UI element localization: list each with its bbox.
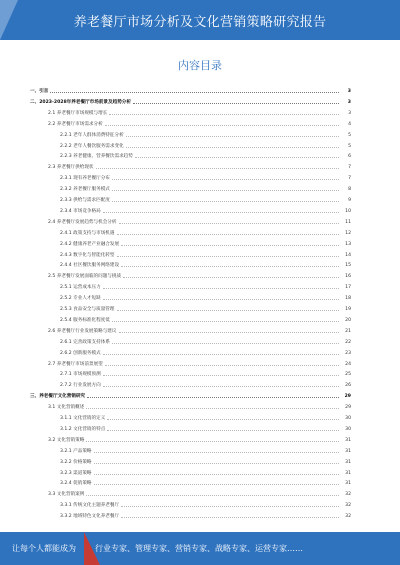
toc-entry[interactable] xyxy=(30,513,351,520)
toc-entry[interactable] xyxy=(30,393,351,400)
toc-entry-text: 2.3.1 现有养老餐厅分布 xyxy=(60,176,110,182)
toc-entry-text: 3.2.4 促销策略 xyxy=(60,481,92,487)
toc-leader-dots xyxy=(103,386,339,387)
toc-entry-page: 30 xyxy=(345,416,351,421)
toc-entry-text: 2.3 养老餐厅供给现状 xyxy=(48,165,94,171)
footer-slogan: 让每个人都能成为 xyxy=(12,544,76,553)
toc-entry-text: 2.7 养老餐厅市场前景展望 xyxy=(48,361,103,367)
toc-entry-text: 3.3.1 传统文化主题养老餐厅 xyxy=(60,503,120,509)
toc-entry-text: 3.1 文化营销概述 xyxy=(48,405,85,411)
toc-leader-dots xyxy=(121,266,339,267)
toc-entry-page: 31 xyxy=(345,459,351,465)
toc-leader-dots xyxy=(123,277,339,278)
toc-entry-page: 21 xyxy=(345,328,351,334)
toc-leader-dots xyxy=(112,201,339,202)
toc-leader-dots xyxy=(112,343,339,344)
toc-entry[interactable] xyxy=(30,284,351,291)
toc-leader-dots xyxy=(126,136,339,137)
toc-entry[interactable] xyxy=(30,295,351,302)
toc-leader-dots xyxy=(94,452,339,453)
toc-entry-text: 2.6 养老餐厅行业发展策略与建议 xyxy=(48,328,117,334)
toc-leader-dots xyxy=(121,245,339,246)
toc-entry-page: 15 xyxy=(345,263,351,269)
toc-entry[interactable] xyxy=(30,382,351,389)
toc-entry-text: 2.2.3 养老健康、营养餐饮需求趋势 xyxy=(60,154,133,160)
toc-leader-dots xyxy=(121,506,339,507)
toc-entry-text: 2.5 养老餐厅发展面临的问题与挑战 xyxy=(48,274,122,280)
toc-entry-text: 2.6.2 创新服务模式 xyxy=(60,350,101,356)
toc-leader-dots xyxy=(103,375,339,376)
toc-entry[interactable] xyxy=(30,448,351,455)
toc-entry[interactable] xyxy=(30,339,351,346)
toc-entry-text: 2.5.1 运营成本压力 xyxy=(60,285,101,291)
toc-entry[interactable] xyxy=(30,273,351,280)
toc-entry-text: 2.5.4 服务标准化程度低 xyxy=(60,317,110,323)
toc-entry-page: 30 xyxy=(345,426,351,432)
toc-entry-text: 2.3.4 市场竞争格局 xyxy=(60,208,101,214)
toc-entry-page: 11 xyxy=(345,219,351,225)
toc-leader-dots xyxy=(86,441,339,442)
toc-entry-page: 24 xyxy=(345,361,351,367)
toc-entry[interactable] xyxy=(30,437,351,444)
toc-entry-page: 12 xyxy=(345,230,351,236)
toc-entry[interactable] xyxy=(30,230,351,237)
toc-entry-page: 3 xyxy=(348,110,351,116)
toc-leader-dots xyxy=(103,288,339,289)
toc-entry[interactable] xyxy=(30,361,351,368)
toc-entry-page: 29 xyxy=(345,405,351,411)
table-of-contents xyxy=(30,88,351,528)
toc-entry[interactable] xyxy=(30,350,351,357)
toc-leader-dots xyxy=(121,517,339,518)
toc-leader-dots xyxy=(117,310,340,311)
toc-leader-dots xyxy=(103,212,339,213)
toc-entry-page: 4 xyxy=(348,121,351,127)
toc-entry[interactable] xyxy=(30,491,351,498)
toc-leader-dots xyxy=(105,125,339,126)
toc-entry-page: 31 xyxy=(345,481,351,487)
toc-leader-dots xyxy=(112,179,339,180)
toc-leader-dots xyxy=(126,147,339,148)
toc-entry-page: 32 xyxy=(345,492,351,498)
toc-entry-text: 2.4.1 政策支持与市场机遇 xyxy=(60,230,115,236)
toc-entry-text: 2.4 养老餐厅发展趋势与机会分析 xyxy=(48,219,117,225)
toc-entry-text: 2.5.2 专业人才短缺 xyxy=(60,296,101,302)
toc-leader-dots xyxy=(112,321,339,322)
toc-entry-page: 29 xyxy=(344,394,351,400)
toc-entry-text: 3.1.1 文化营销的定义 xyxy=(60,416,106,421)
toc-entry[interactable] xyxy=(30,502,351,509)
footer-tagline: 行业专家、管理专家、营销专家、战略专家、运营专家…… xyxy=(95,544,303,553)
toc-entry-page: 8 xyxy=(348,187,351,193)
toc-entry[interactable] xyxy=(30,186,351,193)
toc-leader-dots xyxy=(112,190,339,191)
report-title: 养老餐厅市场分析及文化营销策略研究报告 xyxy=(73,15,327,30)
toc-entry-text: 2.4.2 健康养老产业融合发展 xyxy=(60,241,120,247)
toc-entry-text: 2.5.3 食品安全与质量管理 xyxy=(60,307,115,312)
toc-entry[interactable] xyxy=(30,328,351,335)
toc-entry-page: 6 xyxy=(348,154,351,160)
toc-leader-dots xyxy=(105,365,339,366)
toc-entry[interactable] xyxy=(30,143,351,150)
toc-leader-dots xyxy=(87,397,339,398)
toc-leader-dots xyxy=(50,92,339,93)
toc-entry-page: 3 xyxy=(347,99,351,105)
toc-entry-text: 2.2.2 老年人餐饮服务需求变化 xyxy=(60,143,124,149)
toc-entry-text: 3.2 文化营销策略 xyxy=(48,437,85,443)
toc-entry[interactable] xyxy=(30,262,351,269)
toc-entry[interactable] xyxy=(30,197,351,204)
toc-entry-text: 2.6.1 完善政策支持体系 xyxy=(60,339,110,345)
toc-entry-text: 二、2023-2028年养老餐厅市场前景及趋势分析 xyxy=(30,99,131,105)
toc-entry-page: 32 xyxy=(345,503,351,509)
toc-leader-dots xyxy=(133,103,339,104)
toc-entry-text: 3.2.3 渠道策略 xyxy=(60,470,92,476)
toc-leader-dots xyxy=(107,430,339,431)
toc-entry-page: 3 xyxy=(347,89,351,94)
toc-entry-page: 22 xyxy=(345,339,351,345)
toc-leader-dots xyxy=(109,114,339,115)
toc-entry[interactable] xyxy=(30,99,351,106)
toc-leader-dots xyxy=(94,484,339,485)
toc-entry-page: 7 xyxy=(348,176,351,182)
toc-entry-page: 19 xyxy=(345,307,351,312)
toc-entry[interactable] xyxy=(30,241,351,248)
toc-leader-dots xyxy=(94,463,339,464)
toc-leader-dots xyxy=(117,234,340,235)
toc-entry-page: 5 xyxy=(348,132,351,138)
toc-leader-dots xyxy=(119,223,340,224)
toc-leader-dots xyxy=(96,168,339,169)
toc-entry[interactable] xyxy=(30,153,351,160)
toc-leader-dots xyxy=(107,419,339,420)
toc-entry-text: 3.3.2 地域特色文化养老餐厅 xyxy=(60,514,120,520)
toc-entry[interactable] xyxy=(30,404,351,411)
toc-entry[interactable] xyxy=(30,426,351,433)
page-footer xyxy=(0,532,400,565)
toc-entry-page: 31 xyxy=(345,448,351,454)
toc-entry[interactable] xyxy=(30,208,351,215)
toc-entry-text: 2.4.4 社区餐饮服务网络建设 xyxy=(60,263,120,269)
toc-entry-page: 23 xyxy=(345,350,351,356)
toc-entry-text: 2.2.1 老年人群体消费特征分析 xyxy=(60,132,124,138)
toc-entry[interactable] xyxy=(30,252,351,259)
toc-entry-text: 3.2.2 价格策略 xyxy=(60,459,92,465)
toc-entry-page: 25 xyxy=(345,372,351,378)
toc-leader-dots xyxy=(86,495,339,496)
toc-entry-page: 14 xyxy=(345,252,351,258)
toc-entry[interactable] xyxy=(30,371,351,378)
toc-entry-page: 31 xyxy=(345,437,351,443)
toc-entry[interactable] xyxy=(30,219,351,226)
toc-entry[interactable] xyxy=(30,132,351,139)
toc-entry-page: 18 xyxy=(345,296,351,302)
toc-entry-page: 17 xyxy=(345,285,351,291)
toc-entry[interactable] xyxy=(30,121,351,128)
toc-entry-text: 2.7.2 行业发展方向 xyxy=(60,383,101,389)
toc-entry-text: 2.4.3 数字化与智能化转型 xyxy=(60,252,115,258)
toc-entry-text: 3.2.1 产品策略 xyxy=(60,448,92,454)
toc-entry-page: 9 xyxy=(348,198,351,203)
toc-entry-text: 2.1 养老餐厅市场规模与增长 xyxy=(48,110,108,116)
toc-entry-page: 20 xyxy=(345,317,351,323)
toc-entry-text: 2.2 养老餐厅市场需求分析 xyxy=(48,121,103,127)
toc-leader-dots xyxy=(119,332,340,333)
toc-entry[interactable] xyxy=(30,415,351,422)
toc-entry[interactable] xyxy=(30,480,351,487)
toc-entry[interactable] xyxy=(30,317,351,324)
toc-entry-page: 32 xyxy=(345,514,351,520)
toc-entry[interactable] xyxy=(30,306,351,313)
toc-entry-text: 2.3.3 供给与需求匹配度 xyxy=(60,198,110,203)
toc-entry-page: 5 xyxy=(348,143,351,149)
toc-entry[interactable] xyxy=(30,470,351,477)
toc-entry-page: 10 xyxy=(345,208,351,214)
toc-entry[interactable] xyxy=(30,110,351,117)
report-header xyxy=(0,0,400,40)
toc-leader-dots xyxy=(117,256,340,257)
toc-entry-page: 26 xyxy=(345,383,351,389)
toc-entry-text: 2.3.2 养老餐厅服务模式 xyxy=(60,187,110,193)
toc-leader-dots xyxy=(103,299,339,300)
toc-entry-text: 2.7.1 市场规模预测 xyxy=(60,372,101,378)
toc-leader-dots xyxy=(135,157,339,158)
toc-entry-page: 31 xyxy=(345,470,351,476)
toc-heading: 内容目录 xyxy=(178,59,222,72)
toc-leader-dots xyxy=(103,354,339,355)
toc-entry[interactable] xyxy=(30,459,351,466)
toc-entry-text: 3.3 文化营销案例 xyxy=(48,492,85,498)
toc-entry-text: 一、引言 xyxy=(30,89,49,94)
toc-entry[interactable] xyxy=(30,164,351,171)
toc-entry-page: 13 xyxy=(345,241,351,247)
toc-entry[interactable] xyxy=(30,175,351,182)
toc-leader-dots xyxy=(86,408,339,409)
toc-entry-page: 7 xyxy=(348,165,351,171)
toc-entry-text: 3.1.2 文化营销的特点 xyxy=(60,426,106,432)
toc-entry-page: 16 xyxy=(345,274,351,280)
toc-entry-text: 三、养老餐厅文化营销研究 xyxy=(30,394,86,400)
toc-entry[interactable] xyxy=(30,88,351,95)
toc-leader-dots xyxy=(94,474,339,475)
